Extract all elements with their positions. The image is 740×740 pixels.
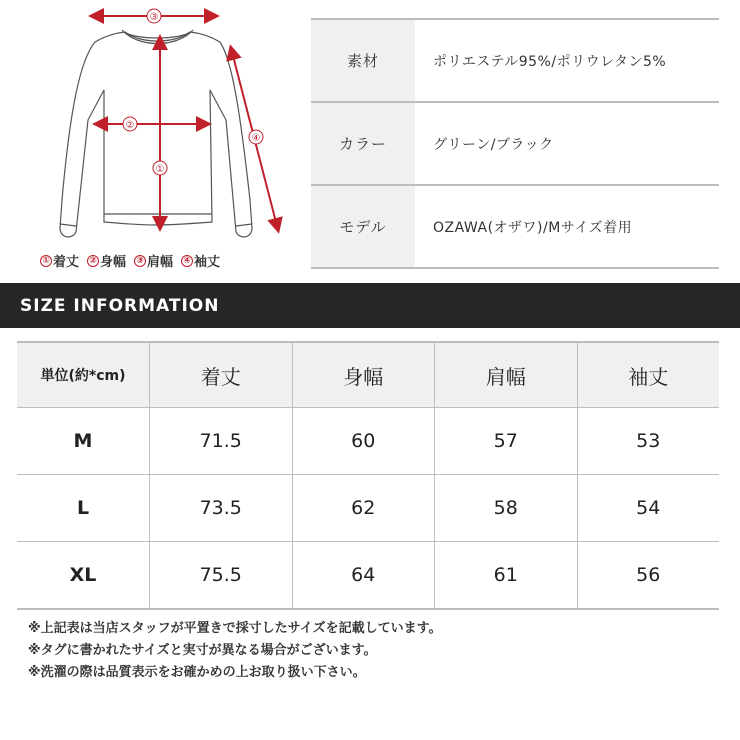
notes <box>28 618 442 684</box>
header-width: 身幅 <box>292 343 435 407</box>
garment-diagram <box>0 0 300 280</box>
legend-item-sleeve <box>181 251 220 270</box>
spec-value: OZAWA(オザワ)/Mサイズ着用 <box>433 219 633 236</box>
table-cell: 71.5 <box>149 408 292 474</box>
spec-table <box>311 18 719 269</box>
table-row <box>17 542 719 610</box>
legend-num: ③ <box>134 255 146 267</box>
header-shoulder: 肩幅 <box>434 343 577 407</box>
table-cell: 61 <box>434 542 577 608</box>
table-cell: 75.5 <box>149 542 292 608</box>
spec-key: 素材 <box>311 20 415 101</box>
header-length: 着丈 <box>149 343 292 407</box>
spec-row-material <box>311 18 719 101</box>
table-row <box>17 408 719 475</box>
marker-4: ④ <box>251 133 261 144</box>
table-cell: 53 <box>577 408 720 474</box>
legend-label: 身幅 <box>100 255 127 270</box>
table-cell: 64 <box>292 542 435 608</box>
spec-value: ポリエステル95%/ポリウレタン5% <box>433 53 667 70</box>
marker-1: ① <box>155 164 165 175</box>
table-cell: 54 <box>577 475 720 541</box>
marker-2: ② <box>125 120 135 131</box>
marker-3: ③ <box>149 12 159 23</box>
size-label: XL <box>17 542 149 608</box>
size-label: M <box>17 408 149 474</box>
table-header-row <box>17 341 719 408</box>
size-information-banner: SIZE INFORMATION <box>0 283 740 328</box>
shirt-outline <box>60 30 252 237</box>
spec-row-model <box>311 184 719 269</box>
legend-num: ① <box>40 255 52 267</box>
size-table <box>17 341 719 610</box>
legend-item-length <box>40 251 79 270</box>
table-row <box>17 475 719 542</box>
legend-label: 袖丈 <box>194 255 221 270</box>
legend-label: 着丈 <box>53 255 80 270</box>
legend-item-shoulder <box>134 251 173 270</box>
table-cell: 58 <box>434 475 577 541</box>
size-label: L <box>17 475 149 541</box>
table-cell: 56 <box>577 542 720 608</box>
note-line: ※上記表は当店スタッフが平置きで採寸したサイズを記載しています。 <box>28 621 442 636</box>
spec-row-color <box>311 101 719 184</box>
diagram-legend <box>40 251 220 270</box>
legend-num: ④ <box>181 255 193 267</box>
table-cell: 62 <box>292 475 435 541</box>
legend-item-width <box>87 251 126 270</box>
table-cell: 57 <box>434 408 577 474</box>
table-cell: 73.5 <box>149 475 292 541</box>
header-unit: 単位(約*cm) <box>40 368 126 384</box>
spec-key: カラー <box>311 103 415 184</box>
spec-key: モデル <box>311 186 415 267</box>
table-cell: 60 <box>292 408 435 474</box>
legend-label: 肩幅 <box>147 255 174 270</box>
note-line: ※タグに書かれたサイズと実寸が異なる場合がございます。 <box>28 643 377 658</box>
legend-num: ② <box>87 255 99 267</box>
header-sleeve: 袖丈 <box>577 343 720 407</box>
note-line: ※洗濯の際は品質表示をお確かめの上お取り扱い下さい。 <box>28 665 366 680</box>
spec-value: グリーン/ブラック <box>433 136 554 153</box>
